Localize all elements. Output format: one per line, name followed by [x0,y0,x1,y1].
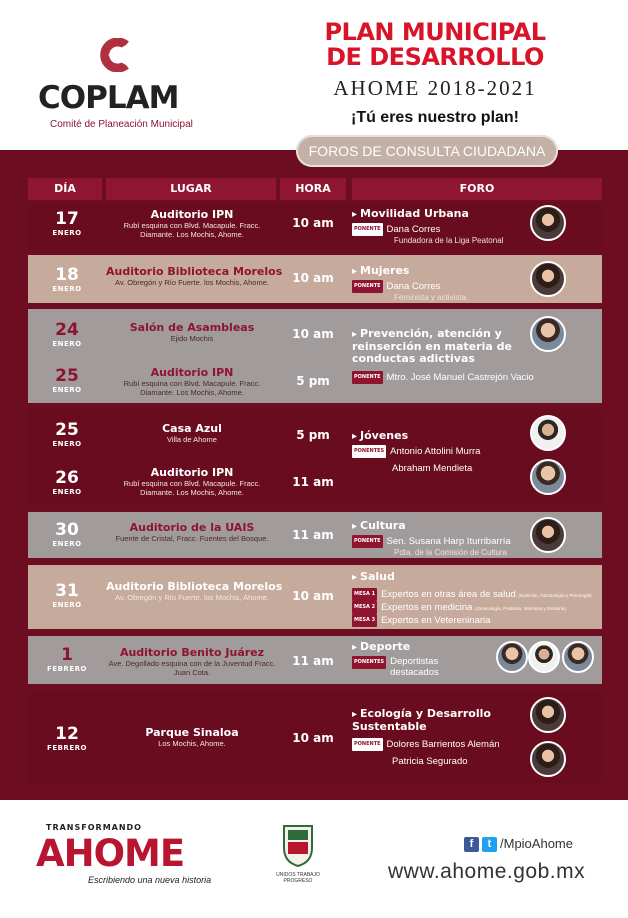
column-header-forum: FORO [352,178,602,200]
ahome-logo: AHOME [36,832,185,875]
municipal-crest-icon [280,822,316,868]
row-forum: ▸ Deporte PONENTES Deportistas destacados [352,641,492,678]
row-place: Auditorio IPN Rubí esquina con Blvd. Macapule. Fracc. Diamante. Los Mochis, Ahome. [123,466,261,497]
social-handle[interactable] [464,836,573,852]
ahome-logo-top: TRANSFORMANDO [46,823,142,832]
row-hour: 10 am [292,216,334,230]
row-place: Auditorio de la UAIS Fuente de Cristal, Fracc. Fuentes del Bosque. [115,521,269,543]
row-day: 31 ENERO [52,581,82,609]
plan-title-line-1: PLAN MUNICIPAL [324,18,546,46]
row-hour: 10 am [292,731,334,745]
row-forum: ▸ Cultura PONENTE Sen. Susana Harp Iturribarría Pdta. de la Comisión de Cultura [352,520,547,557]
row-hour: 10 am [292,271,334,285]
column-header-place: LUGAR [106,178,276,200]
row-place: Auditorio Biblioteca Morelos Av. Obregón y Río Fuerte. los Mochis, Ahome. [106,580,283,602]
row-place: Auditorio Biblioteca Morelos Av. Obregón y Río Fuerte. los Mochis, Ahome. [106,265,283,287]
row-hour: 10 am [292,589,334,603]
athlete-avatar [528,641,560,673]
row-forum: ▸ Movilidad Urbana PONENTE Dana Corres Fundadora de la Liga Peatonal [352,208,547,245]
plan-title [290,20,580,70]
row-hour: 5 pm [296,374,330,388]
row-hour: 5 pm [296,428,330,442]
speaker-avatar [530,697,566,733]
row-day: 24 ENERO [52,320,82,348]
speaker-avatar [530,205,566,241]
row-place: Auditorio IPN Rubí esquina con Blvd. Macapule. Fracc. Diamante. Los Mochis, Ahome. [123,208,261,239]
row-day: 12 FEBRERO [47,724,87,752]
logo-name: COPLAM [38,80,179,116]
row-place: Casa Azul Villa de Ahome [162,422,222,444]
twitter-icon[interactable]: t [482,837,497,852]
speaker-avatar [530,517,566,553]
facebook-icon[interactable]: f [464,837,479,852]
row-day: 1 FEBRERO [47,645,87,673]
row-forum: ▸ Prevención, atención y reinserción en materia de conductas adictivas PONENTE Mtro. José Manuel Castrejón Vacio [352,328,542,384]
row-day: 18 ENERO [52,265,82,293]
crest-motto: UNIDOS TRABAJO PROGRESO [276,872,320,884]
column-header-day: DÍA [28,178,102,200]
row-day: 25 ENERO [52,366,82,394]
row-day: 17 ENERO [52,209,82,237]
row-day: 25 ENERO [52,420,82,448]
row-forum: ▸ Salud MESA 1 Expertos en otras área de salud (Nutrición, Odontología y Psicología) MESA 2 Expertos en medicina (Ginecología, Pediatría, Internista y Geriatría) MESA 3 Expertos en Vetereninaria [352,571,602,627]
coplam-c-icon [100,38,134,72]
row-forum: ▸ Mujeres PONENTE Dana Corres Feminista y activista. [352,265,547,302]
plan-title-line-2: DE DESARROLLO [326,43,544,71]
forum-banner: FOROS DE CONSULTA CIUDADANA [296,135,558,167]
column-header-hour: HORA [280,178,346,200]
row-hour: 11 am [292,528,334,542]
row-hour: 10 am [292,327,334,341]
speaker-avatar [530,261,566,297]
row-forum: ▸ Jóvenes PONENTES Antonio Attolini Murra Abraham Mendieta [352,430,547,474]
social-handle-text: /MpioAhome [500,836,573,851]
row-day: 26 ENERO [52,468,82,496]
row-place: Auditorio Benito Juárez Ave. Degollado esquina con de la Juventud Fracc. Juan Cota. [108,646,276,677]
athlete-avatar [496,641,528,673]
speaker-avatar [530,316,566,352]
row-hour: 11 am [292,475,334,489]
row-forum: ▸ Ecología y Desarrollo Sustentable PONENTE Dolores Barrientos Alemán Patricia Segurado [352,708,522,767]
speaker-avatar [530,741,566,777]
slogan: ¡Tú eres nuestro plan! [350,109,520,126]
row-hour: 11 am [292,654,334,668]
athlete-avatar [562,641,594,673]
row-place: Auditorio IPN Rubí esquina con Blvd. Macapule. Fracc. Diamante. Los Mochis, Ahome. [123,366,261,397]
row-place: Parque Sinaloa Los Mochis, Ahome. [145,726,239,748]
website-link[interactable]: www.ahome.gob.mx [388,860,586,883]
logo-subtitle: Comité de Planeación Municipal [50,119,193,130]
row-place: Salón de Asambleas Ejido Mochis [129,321,255,343]
speaker-avatar [530,415,566,451]
row-day: 30 ENERO [52,520,82,548]
speaker-avatar [530,459,566,495]
plan-period: AHOME 2018-2021 [333,76,537,100]
ahome-slogan: Escribiendo una nueva historia [88,875,212,885]
